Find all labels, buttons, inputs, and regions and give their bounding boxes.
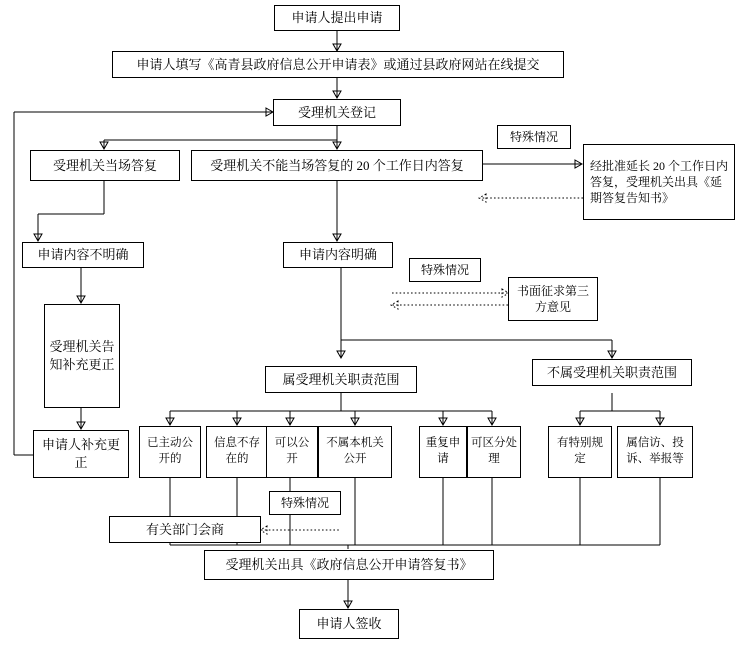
node-20-working-days-reply bbox=[191, 150, 483, 181]
node-label: 不属本机关公开 bbox=[326, 437, 384, 465]
node-outside-scope bbox=[532, 359, 692, 386]
node-label: 有特别规定 bbox=[557, 437, 603, 465]
node-applicant-submits bbox=[274, 5, 400, 31]
node-label: 有关部门会商 bbox=[145, 521, 224, 537]
node-content-clear bbox=[283, 242, 393, 268]
node-content-unclear bbox=[22, 242, 144, 268]
node-special-case-third-party bbox=[409, 258, 481, 282]
node-label: 申请人签收 bbox=[316, 616, 382, 632]
node-label: 申请内容不明确 bbox=[37, 247, 129, 263]
node-third-party-opinion bbox=[508, 277, 598, 321]
node-separable-handling bbox=[467, 426, 521, 478]
node-label: 受理机关当场答复 bbox=[52, 157, 157, 173]
node-label: 可区分处理 bbox=[471, 437, 517, 465]
node-special-case-extension bbox=[497, 125, 571, 149]
node-label: 申请人补充更正 bbox=[41, 437, 120, 470]
node-registration bbox=[273, 99, 401, 126]
node-petition-complaint bbox=[617, 426, 693, 478]
node-label: 受理机关出具《政府信息公开申请答复书》 bbox=[225, 557, 473, 573]
node-special-provision bbox=[548, 426, 612, 478]
node-label: 属信访、投诉、举报等 bbox=[626, 437, 684, 465]
node-extension-notice bbox=[583, 144, 735, 220]
node-applicant-supplement bbox=[33, 430, 129, 478]
node-label: 经批准延长 20 个工作日内答复，受理机关出具《延期答复告知书》 bbox=[590, 158, 729, 206]
node-label: 信息不存在的 bbox=[214, 437, 260, 465]
node-label: 不属受理机关职责范围 bbox=[546, 364, 677, 380]
node-label: 属受理机关职责范围 bbox=[282, 371, 400, 387]
node-label: 受理机关不能当场答复的 20 个工作日内答复 bbox=[210, 157, 464, 173]
node-info-not-exist bbox=[206, 426, 268, 478]
node-can-disclose bbox=[266, 426, 318, 478]
node-label: 受理机关告知补充更正 bbox=[49, 339, 115, 372]
node-applicant-receipt bbox=[299, 609, 399, 639]
node-fill-application-form bbox=[112, 51, 564, 78]
node-label: 特殊情况 bbox=[420, 262, 469, 277]
node-department-consultation bbox=[109, 516, 261, 543]
node-special-case-consultation bbox=[269, 491, 341, 515]
node-label: 受理机关登记 bbox=[297, 104, 376, 120]
node-label: 已主动公开的 bbox=[147, 437, 193, 465]
node-notify-supplement bbox=[44, 304, 120, 408]
node-not-this-agency bbox=[318, 426, 392, 478]
node-issue-reply-letter bbox=[204, 550, 494, 580]
node-label: 申请人提出申请 bbox=[291, 10, 383, 26]
node-label: 特殊情况 bbox=[509, 129, 558, 144]
node-label: 书面征求第三方意见 bbox=[516, 283, 589, 314]
node-within-scope bbox=[265, 366, 417, 393]
node-label: 申请内容明确 bbox=[298, 247, 377, 263]
node-label: 特殊情况 bbox=[280, 495, 329, 510]
node-onsite-reply bbox=[30, 150, 180, 181]
node-label: 重复申请 bbox=[425, 437, 461, 465]
node-label: 申请人填写《高青县政府信息公开申请表》或通过县政府网站在线提交 bbox=[136, 56, 540, 72]
node-label: 可以公开 bbox=[274, 437, 310, 465]
node-repeat-application bbox=[419, 426, 467, 478]
node-already-disclosed bbox=[139, 426, 201, 478]
